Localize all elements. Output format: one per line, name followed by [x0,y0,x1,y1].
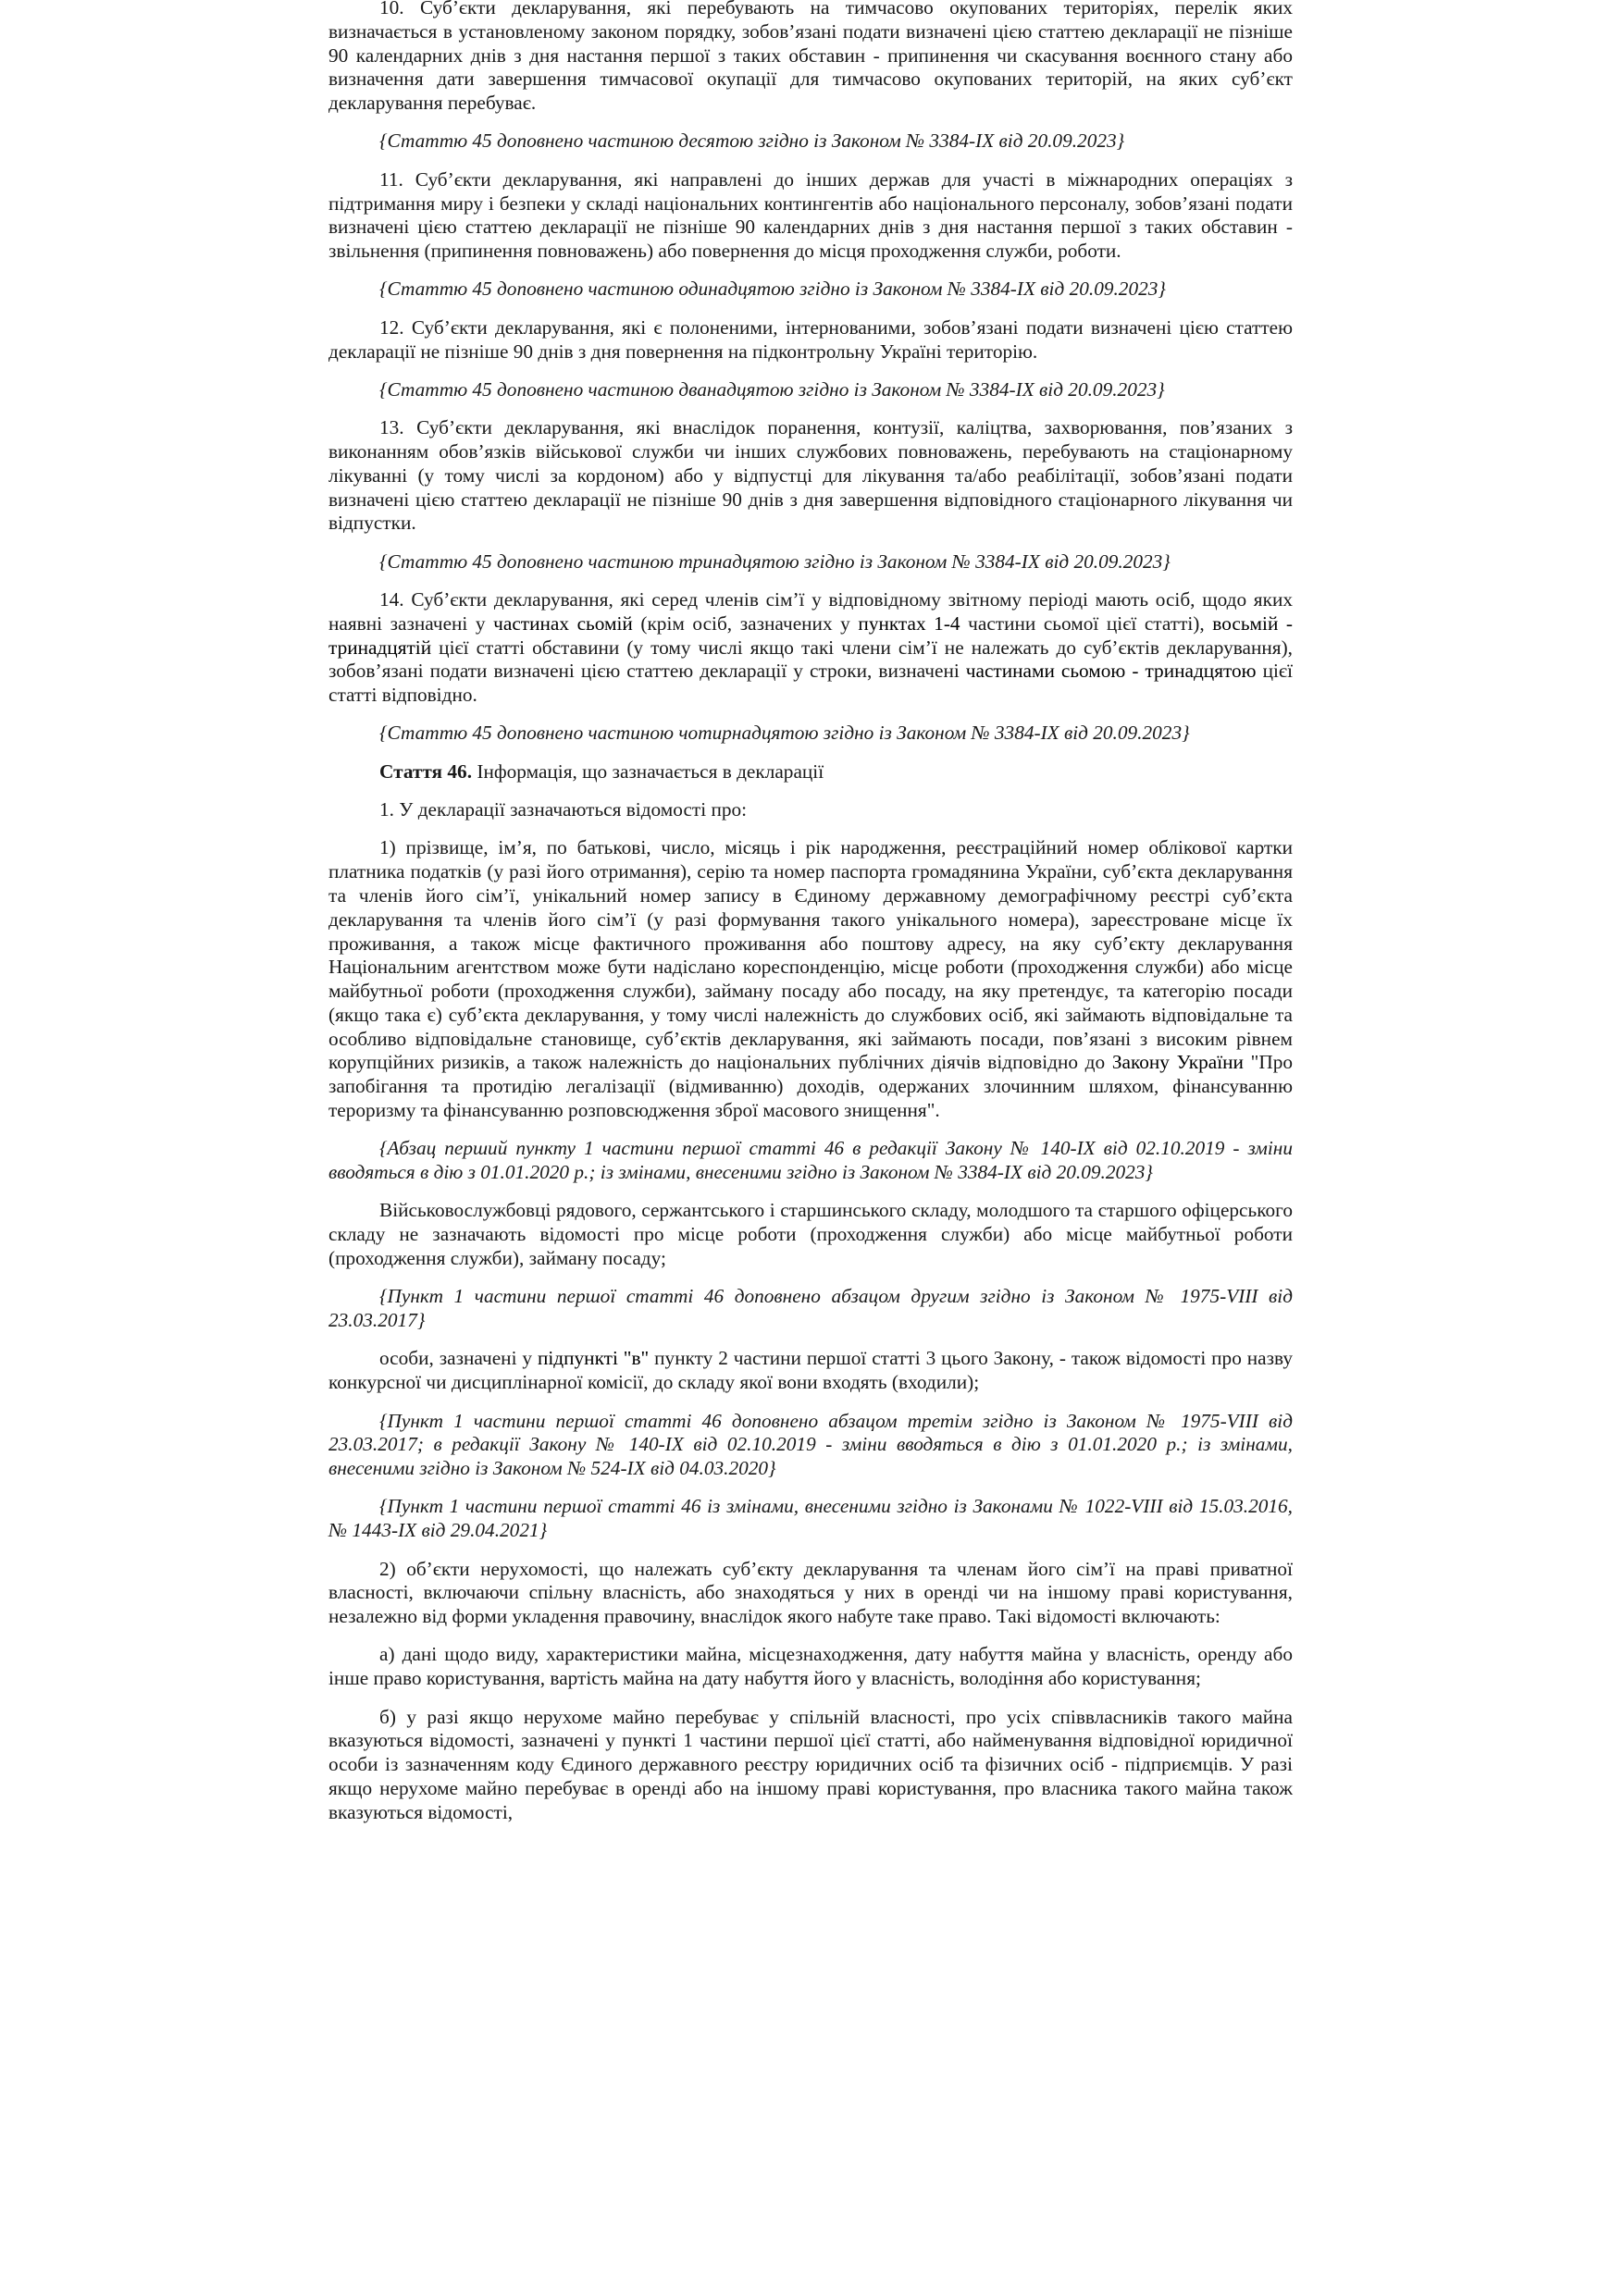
link-law-of-ukraine[interactable]: Закону України [1111,1051,1244,1074]
text-span: цієї статті обставини (у тому числі якщо такі члени сім’ї не належать до суб’єктів декларування), зобов’язані подати визначені цією статтею декларації у строки, визначені [328,636,1293,683]
paragraph-military: Військовослужбовці рядового, сержантського і старшинського складу, молодшого та старшого офіцерського складу не зазначають відомості про місце роботи (проходження служби) або місце майбутньої роботи (проходження служби), займану посаду; [328,1199,1293,1270]
paragraph-part-10: 10. Суб’єкти декларування, які перебувають на тимчасово окупованих територіях, перелік яких визначається в установленому законом порядку, зобов’язані подати визначені цією статтею декларації не пізніше 90 календарних днів з дня настання першої з таких обставин - припинення чи скасування воєнного стану або визначення дати завершення тимчасової окупації для тимчасово окупованих територій, на яких суб’єкт декларування перебуває. [328,0,1293,115]
text-span: частини сьомої цієї статті), [960,611,1213,635]
text-span: 14. Суб’єкти декларування, які серед членів сім’ї у відповідному звітному періоді мають осіб, щодо яких наявні зазначені у [328,587,1293,635]
paragraph-part-12: 12. Суб’єкти декларування, які є полоненими, інтернованими, зобов’язані подати визначені цією статтею декларації не пізніше 90 днів з дня повернення на підконтрольну Україні територію. [328,315,1293,363]
text-span: особи, зазначені у [379,1347,538,1370]
amendment-note: {Абзац перший пункту 1 частини першої статті 46 в редакції Закону № 140-IX від 02.10.2019 - зміни вводяться в дію з 01.01.2020 р.; із змінами, внесеними згідно із Законом № 3384-IX від 20.09.2023} [328,1137,1293,1184]
text-span: "Про запобігання та протидію легалізації (відмиванню) доходів, одержаних злочинним шляхом, фінансуванню тероризму та фінансуванню розповсюдження зброї масового знищення". [328,1051,1293,1122]
article-title: Інформація, що зазначається в декларації [472,759,824,783]
amendment-note: {Статтю 45 доповнено частиною тринадцятою згідно із Законом № 3384-IX від 20.09.2023} [379,549,1171,573]
link-points-1-4[interactable]: пунктах 1-4 [858,611,960,635]
amendment-note: {Статтю 45 доповнено частиною десятою згідно із Законом № 3384-IX від 20.09.2023} [379,130,1125,153]
paragraph-subpoint-a: а) дані щодо виду, характеристики майна, місцезнаходження, дату набуття майна у власність, оренду або інше право користування, вартість майна на дату набуття його у власність, володіння або користування; [328,1643,1293,1690]
amendment-note: {Статтю 45 доповнено частиною одинадцятою згідно із Законом № 3384-IX від 20.09.2023} [379,278,1166,301]
paragraph-point-1 [328,836,1293,1123]
paragraph-part-14 [328,588,1293,708]
link-parts-seventh[interactable]: частинах сьомій [493,611,633,635]
paragraph-part-1: 1. У декларації зазначаються відомості про: [379,798,748,821]
text-span: (крім осіб, зазначених у [632,611,859,635]
link-subpoint-v[interactable]: підпункті "в" [537,1347,650,1370]
paragraph-subpoint-b: б) у разі якщо нерухоме майно перебуває у спільній власності, про усіх співвласників такого майна вказуються відомості, зазначені у пункті 1 частини першої цієї статті, або найменування відповідної юридичної особи із зазначенням коду Єдиного державного реєстру юридичних осіб та фізичних осіб - підприємців. У разі якщо нерухоме майно перебуває в оренді або на іншому праві користування, про власника такого майна також вказуються відомості, [328,1705,1293,1823]
text-span: цієї статті відповідно. [328,660,1293,707]
article-number: Стаття 46. [379,759,473,783]
amendment-note: {Пункт 1 частини першої статті 46 доповнено абзацом другим згідно із Законом № 1975-VIII від 23.03.2017} [328,1285,1293,1332]
amendment-note: {Пункт 1 частини першої статті 46 із змінами, внесеними згідно із Законами № 1022-VIII від 15.03.2016, № 1443-IX від 29.04.2021} [328,1495,1293,1542]
link-parts-seventh-thirteenth[interactable]: частинами сьомою - тринадцятою [965,660,1257,683]
document-page [328,0,1293,1839]
amendment-note: {Статтю 45 доповнено частиною чотирнадцятою згідно із Законом № 3384-IX від 20.09.2023} [379,722,1190,745]
text-span: 1) прізвище, ім’я, по батькові, число, місяць і рік народження, реєстраційний номер облікової картки платника податків (у разі його отримання), серію та номер паспорта громадянина України, суб’єкта декларування та членів його сім’ї, унікальний номер запису в Єдиному державному демографічному реєстрі суб’єкта декларування та членів його сім’ї (у разі формування такого унікального номера), зареєстроване місце їх проживання, а також місце фактичного проживання або поштову адресу, на яку суб’єкту декларування Національним агентством може бути надіслано кореспонденцію, місце роботи (проходження служби) або місце майбутньої роботи (проходження служби), займану посаду або посаду, на яку претендує, та категорію посади (якщо така є) суб’єкта декларування, у тому числі належність до службових осіб, які займають відповідальне та особливо відповідальне становище, суб’єктів декларування, які займають посади, пов’язані з високим рівнем корупційних ризиків, а також належність до національних публічних діячів відповідно до [328,836,1293,1074]
paragraph-persons [328,1347,1293,1395]
link-parts-eighth-thirteenth[interactable]: восьмій - тринадцятій [328,611,1294,659]
paragraph-part-13: 13. Суб’єкти декларування, які внаслідок поранення, контузії, каліцтва, захворювання, пов’язаних з виконанням обов’язків військової служби чи інших службових повноважень, перебувають на стаціонарному лікуванні (у тому числі за кордоном) або у відпустці для лікування та/або реабілітації, зобов’язані подати визначені цією статтею декларації не пізніше 90 днів з дня завершення відповідного стаціонарного лікування чи відпустки. [328,416,1293,535]
paragraph-point-2: 2) об’єкти нерухомості, що належать суб’єкту декларування та членам його сім’ї на праві приватної власності, включаючи спільну власність, або знаходяться у них в оренді чи на іншому праві користування, незалежно від форми укладення правочину, внаслідок якого набуте таке право. Такі відомості включають: [328,1557,1293,1628]
article-heading [328,760,1293,784]
amendment-note: {Статтю 45 доповнено частиною дванадцятою згідно із Законом № 3384-IX від 20.09.2023} [379,377,1165,401]
amendment-note: {Пункт 1 частини першої статті 46 доповнено абзацом третім згідно із Законом № 1975-VIII від 23.03.2017; в редакції Закону № 140-IX від 02.10.2019 - зміни вводяться в дію з 01.01.2020 р.; із змінами, внесеними згідно із Законом № 524-IX від 04.03.2020} [328,1409,1293,1480]
paragraph-part-11: 11. Суб’єкти декларування, які направлені до інших держав для участі в міжнародних операціях з підтримання миру і безпеки у складі національних контингентів або національного персоналу, зобов’язані подати визначені цією статтею декларації не пізніше 90 календарних днів з дня настання першої з таких обставин - звільнення (припинення повноважень) або повернення до місця проходження служби, роботи. [328,167,1293,263]
text-span: пункту 2 частини першої статті 3 цього Закону, - також відомості про назву конкурсної чи дисциплінарної комісії, до складу якої вони входять (входили); [328,1347,1294,1394]
